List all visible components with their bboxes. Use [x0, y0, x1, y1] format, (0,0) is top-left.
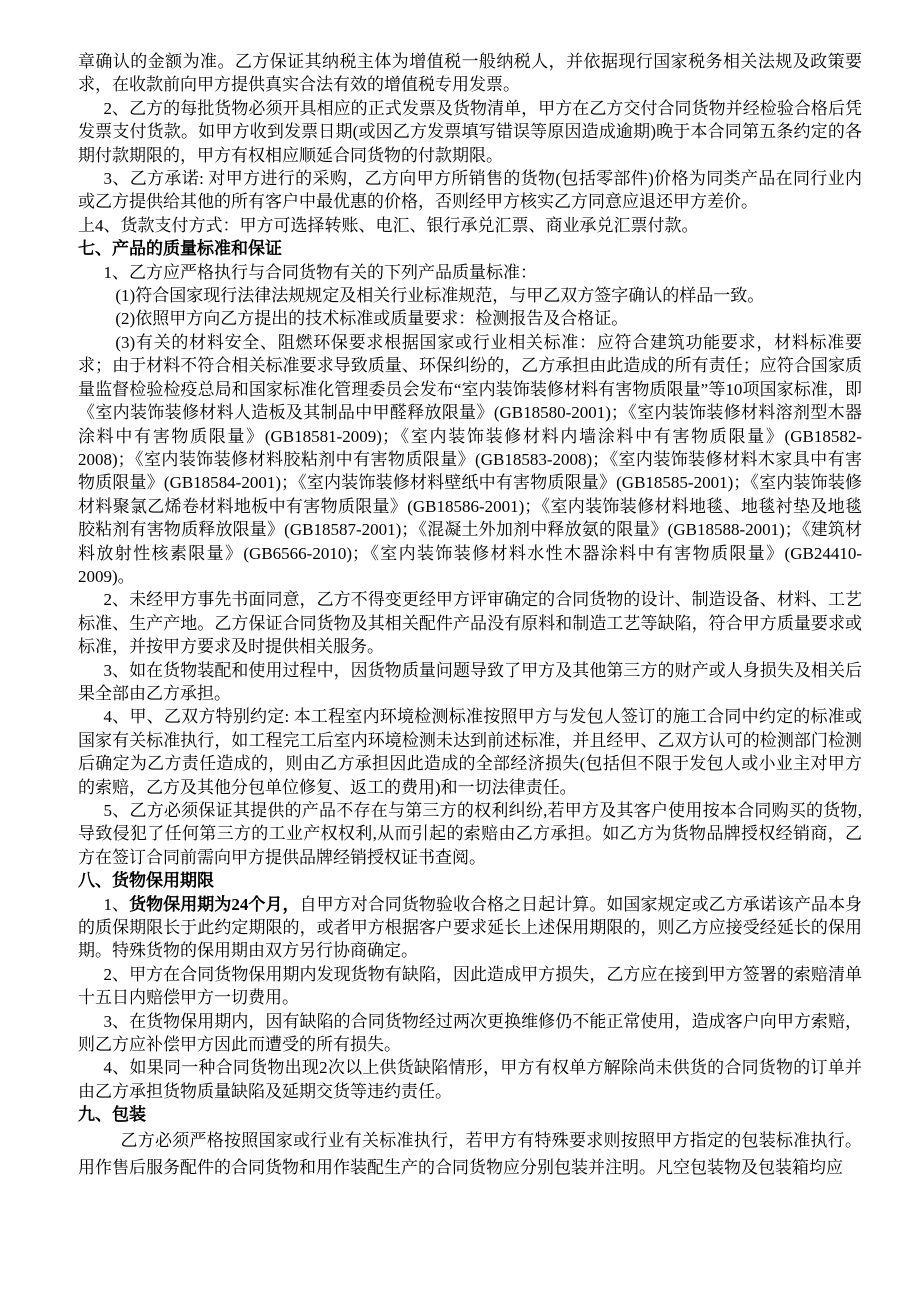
section-8-heading: 八、货物保用期限 — [78, 871, 214, 891]
clause-6-2: 2、乙方的每批货物必须开具相应的正式发票及货物清单，甲方在乙方交付合同货物并经检验合格后凭发票支付货款。如甲方收到发票日期(或因乙方发票填写错误等原因造成逾期)晚于本合同第五条约定的各期付款期限的，甲方有权相应顺延合同货物的付款期限。 — [78, 98, 862, 165]
clause-7-1-1: (1)符合国家现行法律法规规定及相关行业标准规范，与甲乙双方签字确认的样品一致。 — [115, 286, 765, 306]
section-9-heading: 九、包装 — [78, 1105, 146, 1125]
clause-7-1: 1、乙方应严格执行与合同货物有关的下列产品质量标准： — [103, 262, 537, 282]
clause-6-3: 3、乙方承诺: 对甲方进行的采购，乙方向甲方所销售的货物(包括零部件)价格为同类产品在同行业内或乙方提供给其他的所有客户中最优惠的价格，否则经甲方核实乙方同意应退还甲方差价。 — [78, 169, 862, 212]
clause-8-1-number: 1、 — [103, 894, 130, 914]
clause-6-4: 上4、货款支付方式：甲方可选择转账、电汇、银行承兑汇票、商业承兑汇票付款。 — [78, 215, 699, 235]
clause-8-1 — [78, 893, 862, 963]
clause-7-2: 2、未经甲方事先书面同意，乙方不得变更经甲方评审确定的合同货物的设计、制造设备、材料、工艺标准、生产产地。乙方保证合同货物及其相关配件产品没有原料和制造工艺等缺陷，符合甲方质量要求或标准，并按甲方要求及时提供相关服务。 — [78, 590, 862, 657]
clause-7-4: 4、甲、乙双方特别约定: 本工程室内环境检测标准按照甲方与发包人签订的施工合同中约定的标准或国家有关标准执行，如工程完工后室内环境检测未达到前述标准，并且经甲、乙双方认可的检测部门检测后确定为乙方责任造成的，则由乙方承担因此造成的全部经济损失(包括但不限于发包人或小业主对甲方的索赔，乙方及其他分包单位修复、返工的费用)和一切法律责任。 — [78, 707, 862, 797]
clause-8-1-body: 自甲方对合同货物验收合格之日起计算。如国家规定或乙方承诺该产品本身的质保期限长于此约定期限的，或者甲方根据客户要求延长上述保用期限的，则乙方应接受经延长的保用期。特殊货物的保用期由双方另行协商确定。 — [78, 894, 863, 961]
clause-8-1-bold-warranty-term: 货物保用期为24个月， — [129, 894, 300, 914]
clause-7-5: 5、乙方必须保证其提供的产品不存在与第三方的权利纠纷,若甲方及其客户使用按本合同购买的货物,导致侵犯了任何第三方的工业产权权利,从而引起的索赔由乙方承担。如乙方为货物品牌授权经销商，乙方在签订合同前需向甲方提供品牌经销授权证书查阅。 — [78, 801, 862, 867]
clause-8-2: 2、甲方在合同货物保用期内发现货物有缺陷，因此造成甲方损失，乙方应在接到甲方签署的索赔清单十五日内赔偿甲方一切费用。 — [78, 964, 862, 1008]
clause-6-1-continuation: 章确认的金额为准。乙方保证其纳税主体为增值税一般纳税人，并依据现行国家税务相关法规及政策要求，在收款前向甲方提供真实合法有效的增值税专用发票。 — [78, 52, 862, 95]
section-7-heading: 七、产品的质量标准和保证 — [78, 239, 282, 259]
clause-7-1-3: (3)有关的材料安全、阻燃环保要求根据国家或行业相关标准：应符合建筑功能要求，材料标准要求；由于材料不符合相关标准要求导致质量、环保纠纷的，乙方承担由此造成的所有责任；应符合国家质量监督检验检疫总局和国家标准化管理委员会发布“室内装饰装修材料有害物质限量”等10项国家标准，即《室内装饰装修材料人造板及其制品中甲醛释放限量》(GB18580-2001)；《室内装饰装修材料溶剂型木器涂料中有害物质限量》(GB18581-2009)；《室内装饰装修材料内墙涂料中有害物质限量》(GB18582-2008)；《室内装饰装修材料胶粘剂中有害物质限量》(GB18583-2008)；《室内装饰装修材料木家具中有害物质限量》(GB18584-2001)；《室内装饰装修材料壁纸中有害物质限量》(GB18585-2001)；《室内装饰装修材料聚氯乙烯卷材料地板中有害物质限量》(GB18586-2001)；《室内装饰装修材料地毯、地毯衬垫及地毯胶粘剂有害物质释放限量》(GB18587-2001)；《混凝土外加剂中释放氨的限量》(GB18588-2001)；《建筑材料放射性核素限量》(GB6566-2010)；《室内装饰装修材料水性木器涂料中有害物质限量》(GB24410-2009)。 — [78, 332, 862, 586]
clause-8-3: 3、在货物保用期内，因有缺陷的合同货物经过两次更换维修仍不能正常使用，造成客户向甲方索赔，则乙方应补偿甲方因此而遭受的所有损失。 — [78, 1011, 862, 1055]
clause-7-1-2: (2)依照甲方向乙方提出的技术标准或质量要求：检测报告及合格证。 — [115, 309, 629, 329]
clause-9-1: 乙方必须严格按照国家或行业有关标准执行，若甲方有特殊要求则按照甲方指定的包装标准执行。用作售后服务配件的合同货物和用作装配生产的合同货物应分别包装并注明。凡空包装物及包装箱均应 — [78, 1130, 862, 1177]
clause-8-4: 4、如果同一种合同货物出现2次以上供货缺陷情形，甲方有权单方解除尚未供货的合同货物的订单并由乙方承担货物质量缺陷及延期交货等违约责任。 — [78, 1058, 862, 1101]
clause-7-3: 3、如在货物装配和使用过程中，因货物质量问题导致了甲方及其他第三方的财产或人身损失及相关后果全部由乙方承担。 — [78, 660, 862, 703]
